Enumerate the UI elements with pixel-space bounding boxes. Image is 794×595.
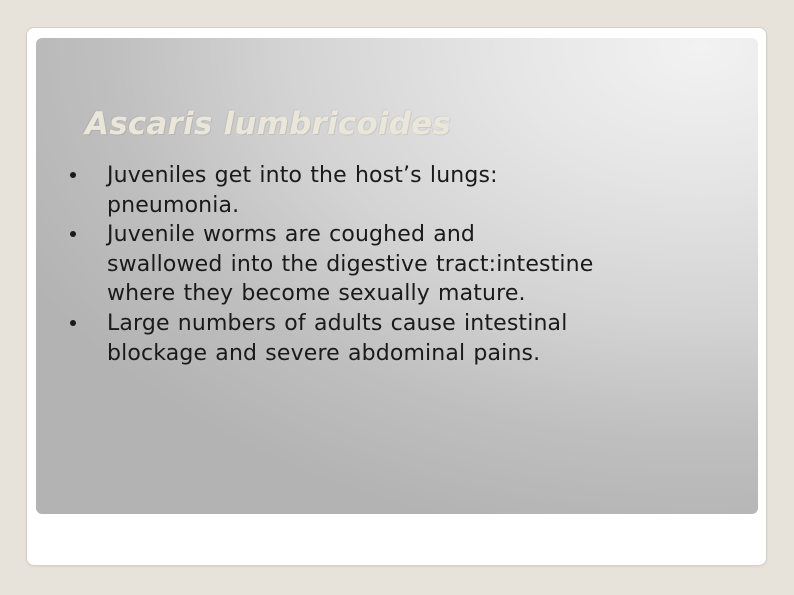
bullet-text-line: Large numbers of adults cause intestinal	[107, 310, 568, 336]
bullet-item	[70, 220, 735, 309]
bullet-text-line: pneumonia.	[107, 192, 240, 218]
bullet-list	[70, 161, 735, 368]
slide-title: Ascaris lumbricoides	[85, 106, 451, 142]
bullet-dot-icon	[70, 231, 76, 237]
bullet-dot-icon	[70, 172, 76, 178]
bullet-item	[70, 161, 735, 220]
bullet-text-line: blockage and severe abdominal pains.	[107, 340, 541, 366]
bullet-item	[70, 309, 735, 368]
bullet-text-line: where they become sexually mature.	[107, 281, 526, 307]
bullet-text-line: Juveniles get into the host’s lungs:	[107, 163, 498, 188]
bullet-dot-icon	[70, 320, 76, 326]
bullet-text-line: swallowed into the digestive tract:intestine	[107, 251, 594, 277]
bullet-text-line: Juvenile worms are coughed and	[107, 222, 476, 248]
